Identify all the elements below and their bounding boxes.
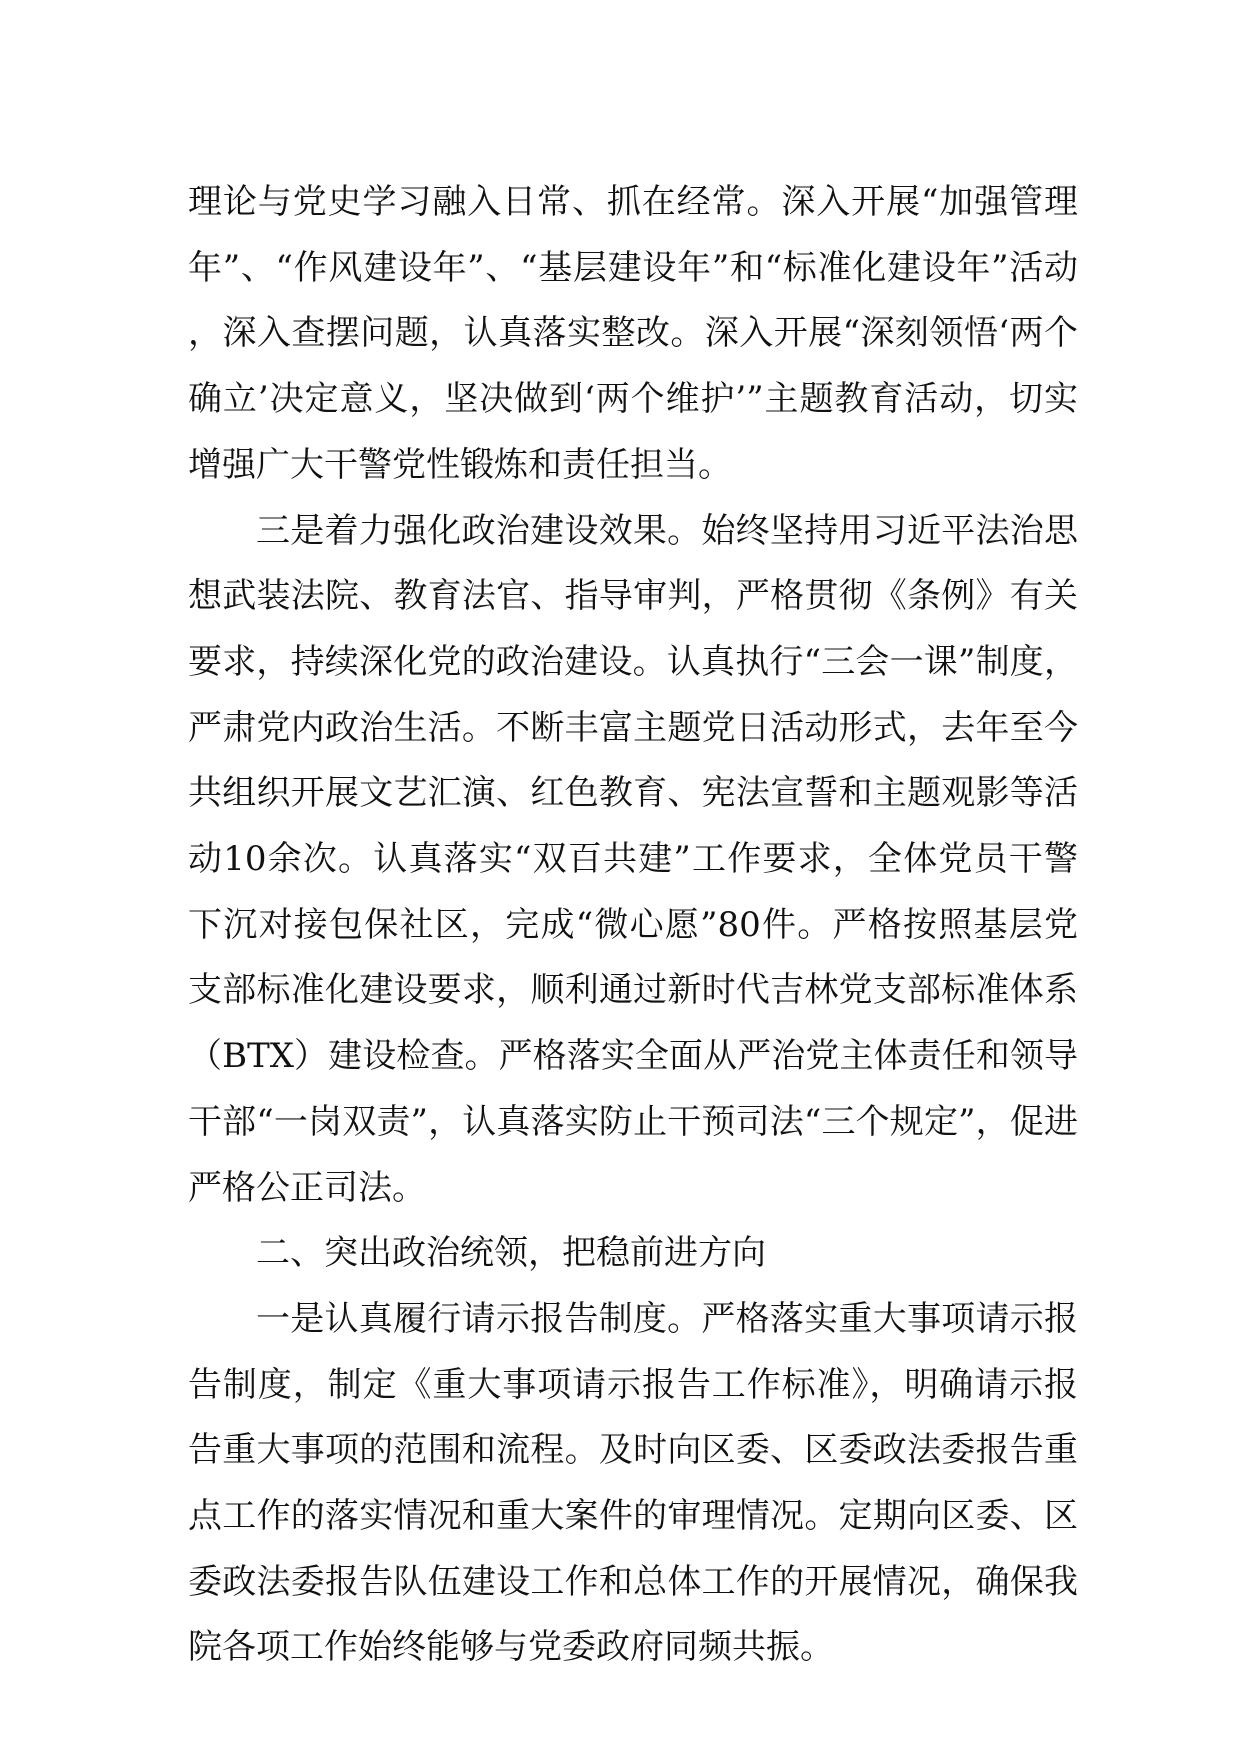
paragraph-continuation: 理论与党史学习融入日常、抓在经常。深入开展“加强管理年”、“作风建设年”、“基层建设年”和“标准化建设年”活动，深入查摆问题，认真落实整改。深入开展“深刻领悟‘两个确立’决定意义，坚决做到‘两个维护’”主题教育活动，切实增强广大干警党性锻炼和责任担当。 (188, 182, 1079, 485)
section-heading: 二、突出政治统领，把稳前进方向 (256, 1233, 766, 1274)
paragraph-reporting-system: 一是认真履行请示报告制度。严格落实重大事项请示报告制度，制定《重大事项请示报告工作标准》，明确请示报告重大事项的范围和流程。及时向区委、区委政法委报告重点工作的落实情况和重大案件的审理情况。定期向区委、区委政法委报告队伍建设工作和总体工作的开展情况，确保我院各项工作始终能够与党委政府同频共振。 (188, 1298, 1078, 1668)
paragraph-political-building: 三是着力强化政治建设效果。始终坚持用习近平法治思想武装法院、教育法官、指导审判，严格贯彻《条例》有关要求，持续深化党的政治建设。认真执行“三会一课”制度，严肃党内政治生活。不断丰富主题党日活动形式，去年至今共组织开展文艺汇演、红色教育、宪法宣誓和主题观影等活动10余次。认真落实“双百共建”工作要求，全体党员干警下沉对接包保社区，完成“微心愿”80件。严格按照基层党支部标准化建设要求，顺利通过新时代吉林党支部标准体系（BTX）建设检查。严格落实全面从严治党主体责任和领导干部“一岗双责”，认真落实防止干预司法“三个规定”，促进严格公正司法。 (188, 510, 1078, 1208)
document-body (188, 170, 1078, 1681)
